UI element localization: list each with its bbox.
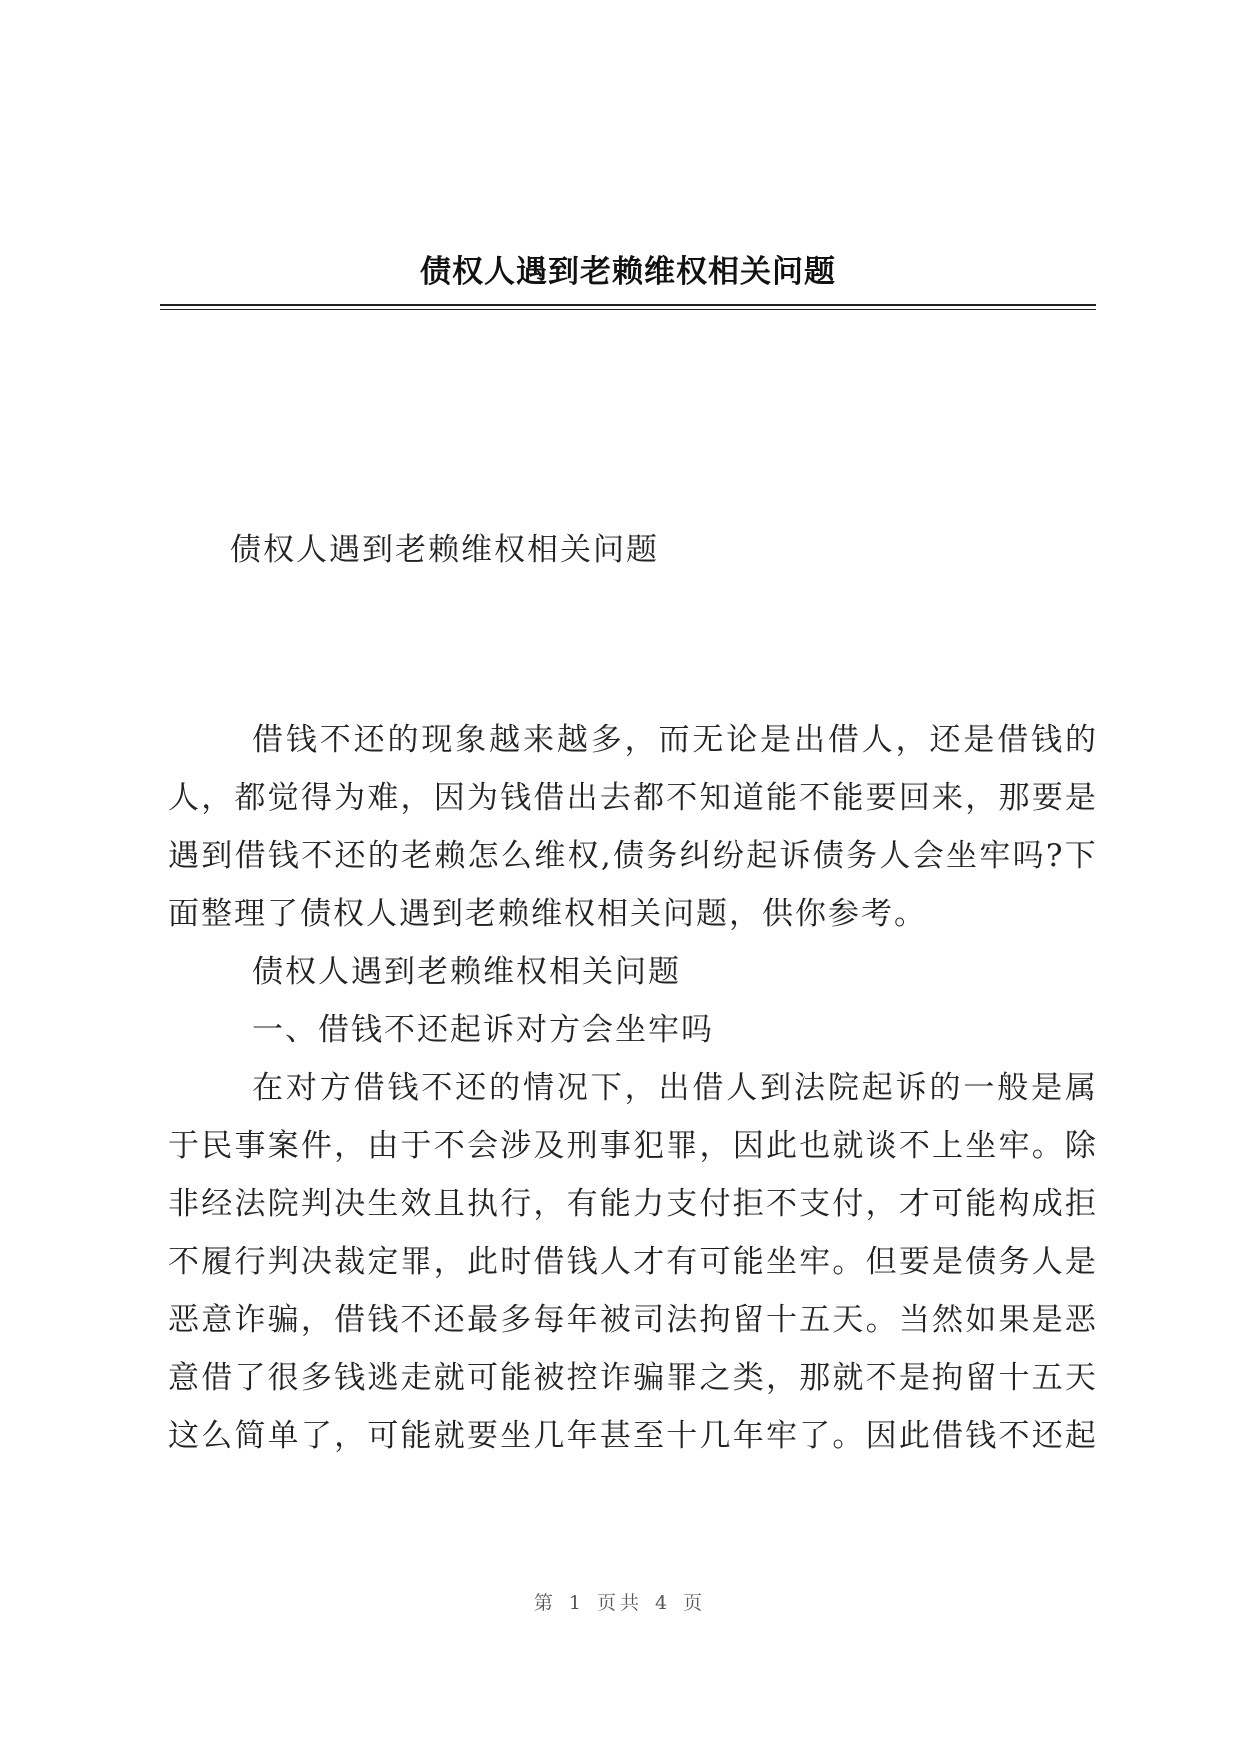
body-line: 债权人遇到老赖维权相关问题 [252,954,681,990]
body-line: 借 钱 不 还 的 现 象 越 来 越 多 ， 而 无 论 是 出 借 人 ， 还 是 借 钱 的 [252,722,1096,758]
footer-middle: 页共 [596,1592,643,1614]
body-line: 遇 到 借 钱 不 还 的 老 赖 怎 么 维 权 , 债 务 纠 纷 起 诉 债 务 人 会 坐 牢 吗 ? 下 [168,838,1096,874]
header-rule-thin [160,309,1096,310]
page-footer [0,1588,1240,1615]
page-header-title: 债权人遇到老赖维权相关问题 [420,254,836,290]
footer-page-number: 1 [568,1592,585,1614]
body-line: 在 对 方 借 钱 不 还 的 情 况 下 ， 出 借 人 到 法 院 起 诉 的 一 般 是 属 [252,1070,1096,1106]
header-rule-thick [160,304,1096,306]
body-line: 恶 意 诈 骗 ， 借 钱 不 还 最 多 每 年 被 司 法 拘 留 十 五 天 。 当 然 如 果 是 恶 [168,1302,1096,1338]
footer-total-pages: 4 [655,1592,672,1614]
body-line: 不 履 行 判 决 裁 定 罪 ， 此 时 借 钱 人 才 有 可 能 坐 牢 。 但 要 是 债 务 人 是 [168,1244,1096,1280]
body-line: 面整理了债权人遇到老赖维权相关问题，供你参考。 [168,896,927,932]
body-line: 人 ， 都 觉 得 为 难 ， 因 为 钱 借 出 去 都 不 知 道 能 不 能 要 回 来 ， 那 要 是 [168,780,1096,816]
footer-prefix: 第 [533,1592,557,1614]
document-title: 债权人遇到老赖维权相关问题 [230,532,659,568]
body-line: 意 借 了 很 多 钱 逃 走 就 可 能 被 控 诈 骗 罪 之 类 ， 那 就 不 是 拘 留 十 五 天 [168,1360,1096,1396]
body-line: 于 民 事 案 件 ， 由 于 不 会 涉 及 刑 事 犯 罪 ， 因 此 也 就 谈 不 上 坐 牢 。 除 [168,1128,1096,1164]
document-body [168,711,1096,1465]
body-line: 非 经 法 院 判 决 生 效 且 执 行 ， 有 能 力 支 付 拒 不 支 付 ， 才 可 能 构 成 拒 [168,1186,1096,1222]
body-line: 这 么 简 单 了 ， 可 能 就 要 坐 几 年 甚 至 十 几 年 牢 了 。 因 此 借 钱 不 还 起 [168,1418,1096,1454]
footer-suffix: 页 [683,1592,707,1614]
body-line: 一、借钱不还起诉对方会坐牢吗 [252,1012,714,1048]
